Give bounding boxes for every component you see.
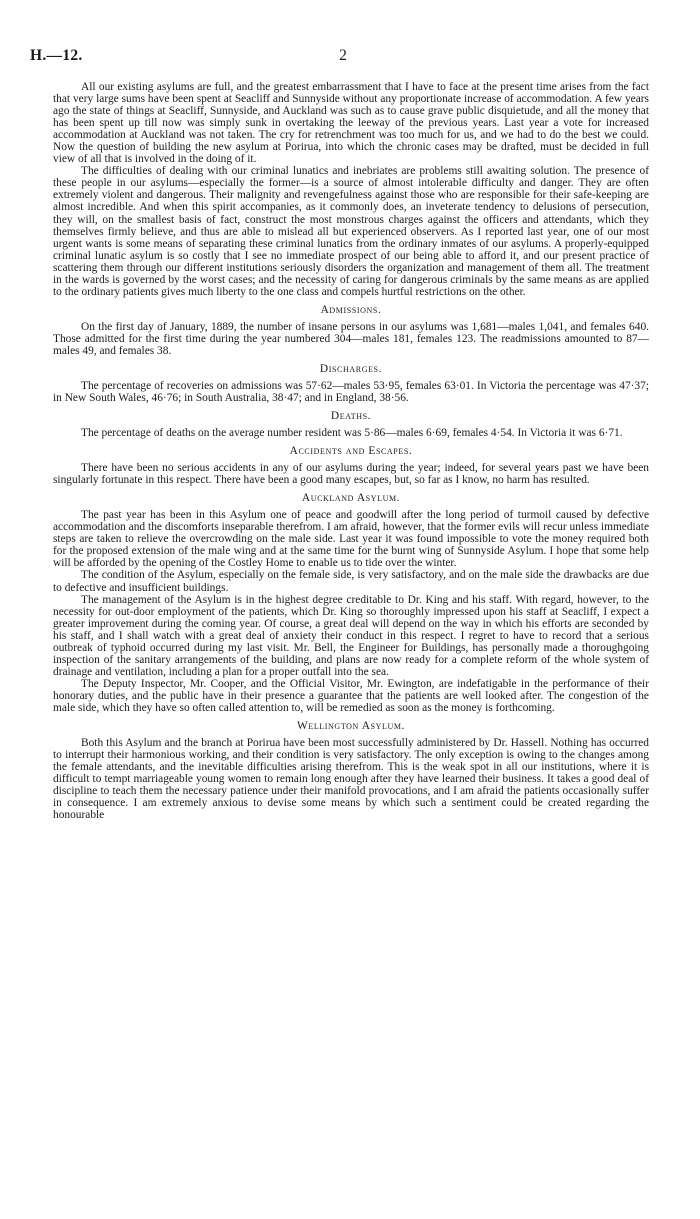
heading-wellington-asylum: Wellington Asylum. [296,720,406,733]
paragraph-auckland-peace: The past year has been in this Asylum one of peace and goodwill after the long period of turmoil caused by defective accommodation and the discomforts inseparable therefrom. I am afraid, however, that the former evils will recur unless immediate steps are taken to relieve the overcrowding on the male side. Last year it was found impossible to vote the money required both for the proposed extension of the male wing and at the same time for the burnt wing of Sunnyside Asylum. I hope that some help will be afforded by the opening of the Costley Home to enable us to tide over the winter. [53,509,649,570]
heading-admissions: Admissions. [320,303,382,316]
paragraph-auckland-visitors: The Deputy Inspector, Mr. Cooper, and the Official Visitor, Mr. Ewington, are indefatigable in the performance of their honorary duties, and the public have in their presence a guarantee that the patients are well looked after. The congestion of the male side, which they have so often called attention to, will be remedied as soon as the money is forthcoming. [53,677,649,714]
heading-deaths: Deaths. [330,410,372,423]
paragraph-discharges: The percentage of recoveries on admissions was 57·62—males 53·95, females 63·01. In Victoria the percentage was 47·37; in New South Wales, 46·76; in South Australia, 38·47; and in England, 38·56. [53,379,649,405]
document-body [53,81,649,821]
page-header [30,47,656,67]
heading-accidents-escapes: Accidents and Escapes. [289,445,413,458]
paragraph-asylums-full: All our existing asylums are full, and the greatest embarrassment that I have to face at the present time arises from the fact that very large sums have been spent at Seacliff and Sunnyside without any proportionate increase of accommodation. A few years ago the state of things at Seacliff, Sunnyside, and Auckland was such as to cause grave public disquietude, and all the money that has been spent up till now was simply sunk in overtaking the leeway of the previous years. Last year a vote for increased accommodation at Auckland was not taken. The cry for retrenchment was too much for us, and we had to do the best we could. Now the question of building the new asylum at Porirua, into which the chronic cases may be drafted, must be decided in full view of all that is involved in the doing of it. [53,81,649,166]
paragraph-auckland-management: The management of the Asylum is in the highest degree creditable to Dr. King and his staff. With regard, however, to the necessity for out-door employment of the patients, which Dr. King so thoroughly impressed upon his staff at Seacliff, I expect a greater improvement during the coming year. Of course, a great deal will depend on the way in which his efforts are seconded by his staff, and I shall watch with a great deal of anxiety their conduct in this respect. I regret to have to record that a serious outbreak of typhoid occurred during my last visit. Mr. Bell, the Engineer for Buildings, has personally made a thoroughgoing inspection of the sanitary arrangements of the building, and plans are now ready for a complete reform of the whole system of drainage and ventilation, including a plan for a proper outfall into the sea. [53,593,649,678]
paragraph-accidents: There have been no serious accidents in any of our asylums during the year; indeed, for several years past we have been singularly fortunate in this respect. There have been a good many escapes, but, so far as I know, no harm has resulted. [53,462,649,487]
paragraph-auckland-condition: The condition of the Asylum, especially on the female side, is very satisfactory, and on the male side the drawbacks are due to defective and insufficient buildings. [53,569,649,594]
paragraph-admissions: On the first day of January, 1889, the number of insane persons in our asylums was 1,681—males 1,041, and females 640. Those admitted for the first time during the year numbered 304—males 181, females 123. The readmissions amounted to 87—males 49, and females 38. [53,320,649,357]
document-reference: H.—12. [30,47,83,64]
paragraph-deaths: The percentage of deaths on the average number resident was 5·86—males 6·69, females 4·54. In Victoria it was 6·71. [81,427,623,440]
paragraph-wellington: Both this Asylum and the branch at Porirua have been most successfully administered by Dr. Hassell. Nothing has occurred to interrupt their harmonious working, and their condition is very satisfactory. The only exception is owing to the changes among the female attendants, and the inevitable difficulties arising therefrom. This is the weak spot in all our institutions, where it is difficult to tempt marriageable young women to remain long enough after they have learned their business. It takes a good deal of discipline to teach them the necessary patience under their manifold provocations, and I am afraid the patients occasionally suffer in consequence. I am extremely anxious to devise some means by which such a sentiment could be created regarding the honourable [53,737,649,822]
heading-discharges: Discharges. [319,362,383,375]
paragraph-criminal-lunatics: The difficulties of dealing with our criminal lunatics and inebriates are problems still awaiting solution. The presence of these people in our asylums—especially the former—is a source of almost intolerable difficulty and danger. They are often extremely violent and dangerous. Their malignity and revengefulness against those who are responsible for their safe-keeping are almost incredible. And when this spirit accompanies, as it commonly does, an inveterate tendency to delusions of persecution, they will, on the smallest basis of fact, construct the most monstrous charges against the officers and attendants, which they themselves firmly believe, and thus are able to mislead all but experienced observers. As I reported last year, one of our most urgent wants is some means of separating these criminal lunatics from the ordinary inmates of our asylums. A properly-equipped criminal lunatic asylum is so costly that I see no immediate prospect of our being able to afford it, and our present practice of scattering them through our different institutions seriously disorders the organization and management of them all. The treatment in the wards is governed by the worst cases; and the necessity of caring for dangerous criminals by the same means as are applied to the ordinary patients gives much liberty to the one class and compels hurtful restrictions on the other. [53,165,649,298]
page-number: 2 [339,47,347,64]
heading-auckland-asylum: Auckland Asylum. [301,492,401,505]
